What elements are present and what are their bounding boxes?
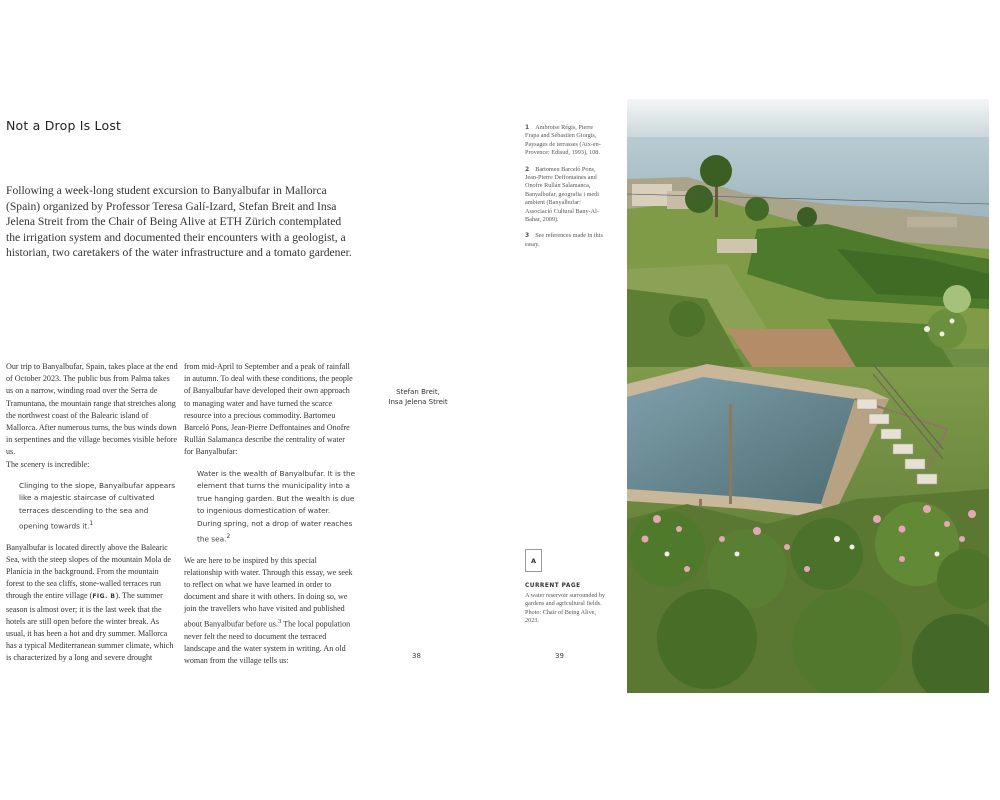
block-quote: Clinging to the slope, Banyalbufar appears like a majestic staircase of cultivated terraces descending to the sea and opening towards it.$^1$ bbox=[19, 480, 176, 531]
figure-ref: FIG. B bbox=[92, 593, 116, 601]
page-title: Not a Drop Is Lost bbox=[6, 118, 122, 133]
photo-caption: A water reservoir surrounded by gardens and agricultural fields. Photo: Chair of Being Alive, 2023. bbox=[525, 592, 606, 625]
body-paragraph: We are here to be inspired by this special relationship with water. Through this essay, we seek to reflect on what we have learned in order to document and share it with others. In doing so, we join the travellers who have visited and published about Banyalbufar before us.$^3$ The local population never felt the need to document the terraced landscape and the water system in writing. An old woman from the village tells us: bbox=[184, 555, 353, 665]
body-column-middle bbox=[184, 361, 356, 667]
figure-key-box: A bbox=[525, 549, 542, 572]
author-name: Insa Jelena Streit bbox=[388, 397, 448, 406]
body-paragraph: from mid-April to September and a peak of rainfall in autumn. To deal with these conditions, the people of Banyalbufar have developed their own approach to managing water and have turned the scarce resource into a precious commodity. Bartomeu Barceló Pons, Jean-Pierre Deffontaines and Onofre Rullán Salamanca describe the centrality of water for Banyalbufar: bbox=[184, 362, 353, 457]
page-number-right: 39 bbox=[555, 652, 564, 660]
footnote: 3 See references made in this essay. bbox=[525, 232, 603, 248]
footnotes bbox=[525, 124, 607, 257]
page-number-left: 38 bbox=[412, 652, 421, 660]
footnote-ref: 3 bbox=[277, 617, 282, 625]
block-quote: Water is the wealth of Banyalbufar. It is the element that turns the municipality into a true hanging garden. But the wealth is due to ingenious domestication of water. During spring, not a drop of water reaches the sea.$^2$ bbox=[197, 468, 356, 544]
footnote-ref: 2 bbox=[226, 532, 231, 540]
body-paragraph: The scenery is incredible: bbox=[6, 459, 90, 469]
body-paragraph: Banyalbufar is located directly above the Balearic Sea, with the steep slopes of the mountain Mola de Planícia in the background. From the mountain forest to the sea cliffs, stone-walled terraces run through the entire village (FIG. B). The summer season is almost over; it is the last week that the hotels are still open before the winter break. As usual, it has been a hot and dry summer. Mallorca has a typical Mediterranean summer climate, which is characterized by a long and severe drought bbox=[6, 542, 174, 663]
footnote: 2 Bartomeu Barceló Pons, Jean-Pierre Deffontaines and Onofre Rullán Salamanca, Banyalbufar, geografia i medi ambient (Banyalbufar: Associació Cultural Bany-Al-Bahar, 2009). bbox=[525, 165, 599, 224]
footnote-ref: 1 bbox=[89, 519, 94, 527]
caption-heading: CURRENT PAGE bbox=[525, 583, 581, 589]
reservoir-photo bbox=[627, 99, 989, 693]
intro-paragraph: Following a week-long student excursion to Banyalbufar in Mallorca (Spain) organized by Professor Teresa Galí-Izard, Stefan Breit and Insa Jelena Streit from the Chair of Being Alive at ETH Zürich contemplated the irrigation system and documented their encounters with a geologist, a historian, two caretakers of the water infrastructure and a tomato gardener. bbox=[6, 184, 352, 259]
body-paragraph: Our trip to Banyalbufar, Spain, takes place at the end of October 2023. The public bus from Palma takes us on a narrow, winding road over the Serra de Tramuntana, the mountain range that stretches along the northwest coast of the Balearic island of Mallorca. After numerous turns, the bus winds down in serpentines and the village becomes visible before us. bbox=[6, 362, 178, 457]
body-column-left bbox=[6, 361, 178, 665]
footnote: 1 Ambroise Régis, Pierre Frapa and Sébastien Giorgis, Paysages de terrasses (Aix-en-Provence: Edisud, 1993), 108. bbox=[525, 124, 601, 157]
author-credit bbox=[382, 388, 454, 407]
author-name: Stefan Breit, bbox=[396, 388, 440, 396]
